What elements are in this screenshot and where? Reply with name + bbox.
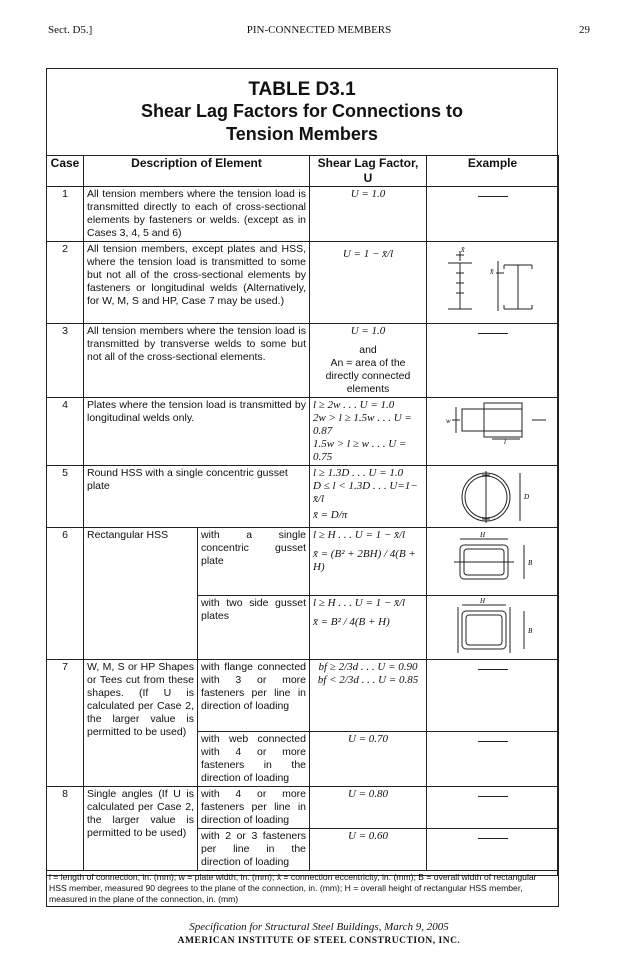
shear-lag-table xyxy=(46,155,559,907)
shear-lag-factor: U = 0.80 xyxy=(310,787,427,829)
case-number: 6 xyxy=(47,528,84,660)
sub-description: with 4 or more fasteners per line in direction of loading xyxy=(198,787,310,829)
case-number: 4 xyxy=(47,398,84,466)
sub-description: with two side gusset plates xyxy=(198,596,310,660)
welded-plate-icon xyxy=(434,399,552,445)
example-figure xyxy=(427,398,559,466)
shear-lag-factor: U = 1.0 and An = area of the directly connected elements xyxy=(310,324,427,398)
col-description: Description of Element xyxy=(84,156,310,187)
shear-lag-factor: U = 1 − x̄/l xyxy=(310,242,427,324)
chapter-title: PIN-CONNECTED MEMBERS xyxy=(246,24,392,36)
description: Rectangular HSS xyxy=(84,528,198,660)
section-ref: Sect. D5.] xyxy=(48,24,93,36)
example-figure xyxy=(427,596,559,660)
svg-text:w: w xyxy=(445,417,451,425)
shear-lag-factor: l ≥ 2w . . . U = 1.0 2w > l ≥ 1.5w . . . U = 0.87 1.5w > l ≥ w . . . U = 0.75 xyxy=(310,398,427,466)
description: Round HSS with a single concentric gusset plate xyxy=(84,466,310,528)
table-subtitle: Shear Lag Factors for Connections to Tension Members xyxy=(140,101,464,144)
case-number: 7 xyxy=(47,660,84,787)
case-number: 8 xyxy=(47,787,84,871)
shear-lag-factor: U = 0.70 xyxy=(310,732,427,787)
shear-lag-factor: U = 1.0 xyxy=(310,187,427,242)
svg-text:x̄: x̄ xyxy=(460,245,465,254)
sub-description: with flange connected with 3 or more fasteners per line in direction of loading xyxy=(198,660,310,732)
table-header-row xyxy=(47,156,559,187)
rect-hss-gusset-icon xyxy=(434,529,552,589)
footer-citation: Specification for Structural Steel Buildings, March 9, 2005 xyxy=(189,921,449,933)
svg-text:H: H xyxy=(479,597,485,605)
table-row xyxy=(47,324,559,398)
shear-lag-factor: l ≥ H . . . U = 1 − x̄/l x̄ = (B² + 2BH) / 4(B + H) xyxy=(310,528,427,596)
case-number: 5 xyxy=(47,466,84,528)
svg-text:x̄: x̄ xyxy=(489,267,494,276)
description: All tension members, except plates and HSS, where the tension load is transmitted to some but not all of the cross-sectional elements by fasteners or longitudinal welds (Alternatively, for W, M, S and HP, Case 7 may be used.) xyxy=(84,242,310,324)
table-title: TABLE D3.1 xyxy=(248,79,356,100)
example-figure xyxy=(427,528,559,596)
example-none xyxy=(427,732,559,787)
case-number: 3 xyxy=(47,324,84,398)
description: Plates where the tension load is transmitted by longitudinal welds only. xyxy=(84,398,310,466)
running-header xyxy=(48,24,590,40)
description: W, M, S or HP Shapes or Tees cut from these shapes. (If U is calculated per Case 2, the larger value is permitted to be used) xyxy=(84,660,198,787)
col-example: Example xyxy=(427,156,559,187)
shear-lag-factor: l ≥ 1.3D . . . U = 1.0 D ≤ l < 1.3D . . . U=1− x̄/l x̄ = D/π xyxy=(310,466,427,528)
table-frame xyxy=(46,68,558,904)
example-figure xyxy=(427,242,559,324)
shear-lag-factor: bf ≥ 2/3d . . . U = 0.90 bf < 2/3d . . . U = 0.85 xyxy=(310,660,427,732)
shear-lag-factor: U = 0.60 xyxy=(310,829,427,871)
svg-text:H: H xyxy=(479,531,485,539)
svg-text:D: D xyxy=(523,493,529,501)
description: Single angles (If U is calculated per Case 2, the larger value is permitted to be used) xyxy=(84,787,198,871)
table-row xyxy=(47,242,559,324)
svg-text:B: B xyxy=(527,559,532,567)
table-row xyxy=(47,187,559,242)
page-number: 29 xyxy=(579,24,590,36)
round-hss-icon xyxy=(434,467,552,525)
sub-description: with a single concentric gusset plate xyxy=(198,528,310,596)
table-row xyxy=(47,787,559,829)
description: All tension members where the tension load is transmitted by transverse welds to some but not all of the cross-sectional elements. xyxy=(84,324,310,398)
example-none xyxy=(427,787,559,829)
col-factor: Shear Lag Factor, U xyxy=(310,156,427,187)
table-note-row xyxy=(47,871,559,907)
description: All tension members where the tension load is transmitted directly to each of cross-sectional elements by fasteners or welds. (except as in Cases 3, 4, 5 and 6) xyxy=(84,187,310,242)
rect-hss-side-plates-icon xyxy=(434,597,552,655)
col-case: Case xyxy=(47,156,84,187)
wide-flange-section-icon xyxy=(434,243,552,315)
svg-text:B: B xyxy=(527,627,532,635)
sub-description: with 2 or 3 fasteners per line in the direction of loading xyxy=(198,829,310,871)
example-none xyxy=(427,829,559,871)
footer-publisher: AMERICAN INSTITUTE OF STEEL CONSTRUCTION, INC. xyxy=(177,936,461,946)
table-row xyxy=(47,528,559,596)
example-none xyxy=(427,187,559,242)
svg-text:l: l xyxy=(503,438,506,445)
case-number: 2 xyxy=(47,242,84,324)
shear-lag-factor: l ≥ H . . . U = 1 − x̄/l x̄ = B² / 4(B + H) xyxy=(310,596,427,660)
example-figure xyxy=(427,466,559,528)
table-row xyxy=(47,660,559,732)
case-number: 1 xyxy=(47,187,84,242)
sub-description: with web connected with 4 or more fasteners in the direction of loading xyxy=(198,732,310,787)
table-row xyxy=(47,466,559,528)
example-none xyxy=(427,660,559,732)
table-row xyxy=(47,398,559,466)
table-note: l = length of connection, in. (mm); w = plate width, in. (mm); x̄ = connection eccentricity, in. (mm); B = overall width of rectangular HSS member, measured 90 degrees to the plane of the connection, in. (mm); H = overall height of rectangular HSS member, measured in the plane of the connection, in. (mm) xyxy=(47,871,559,907)
example-none xyxy=(427,324,559,398)
